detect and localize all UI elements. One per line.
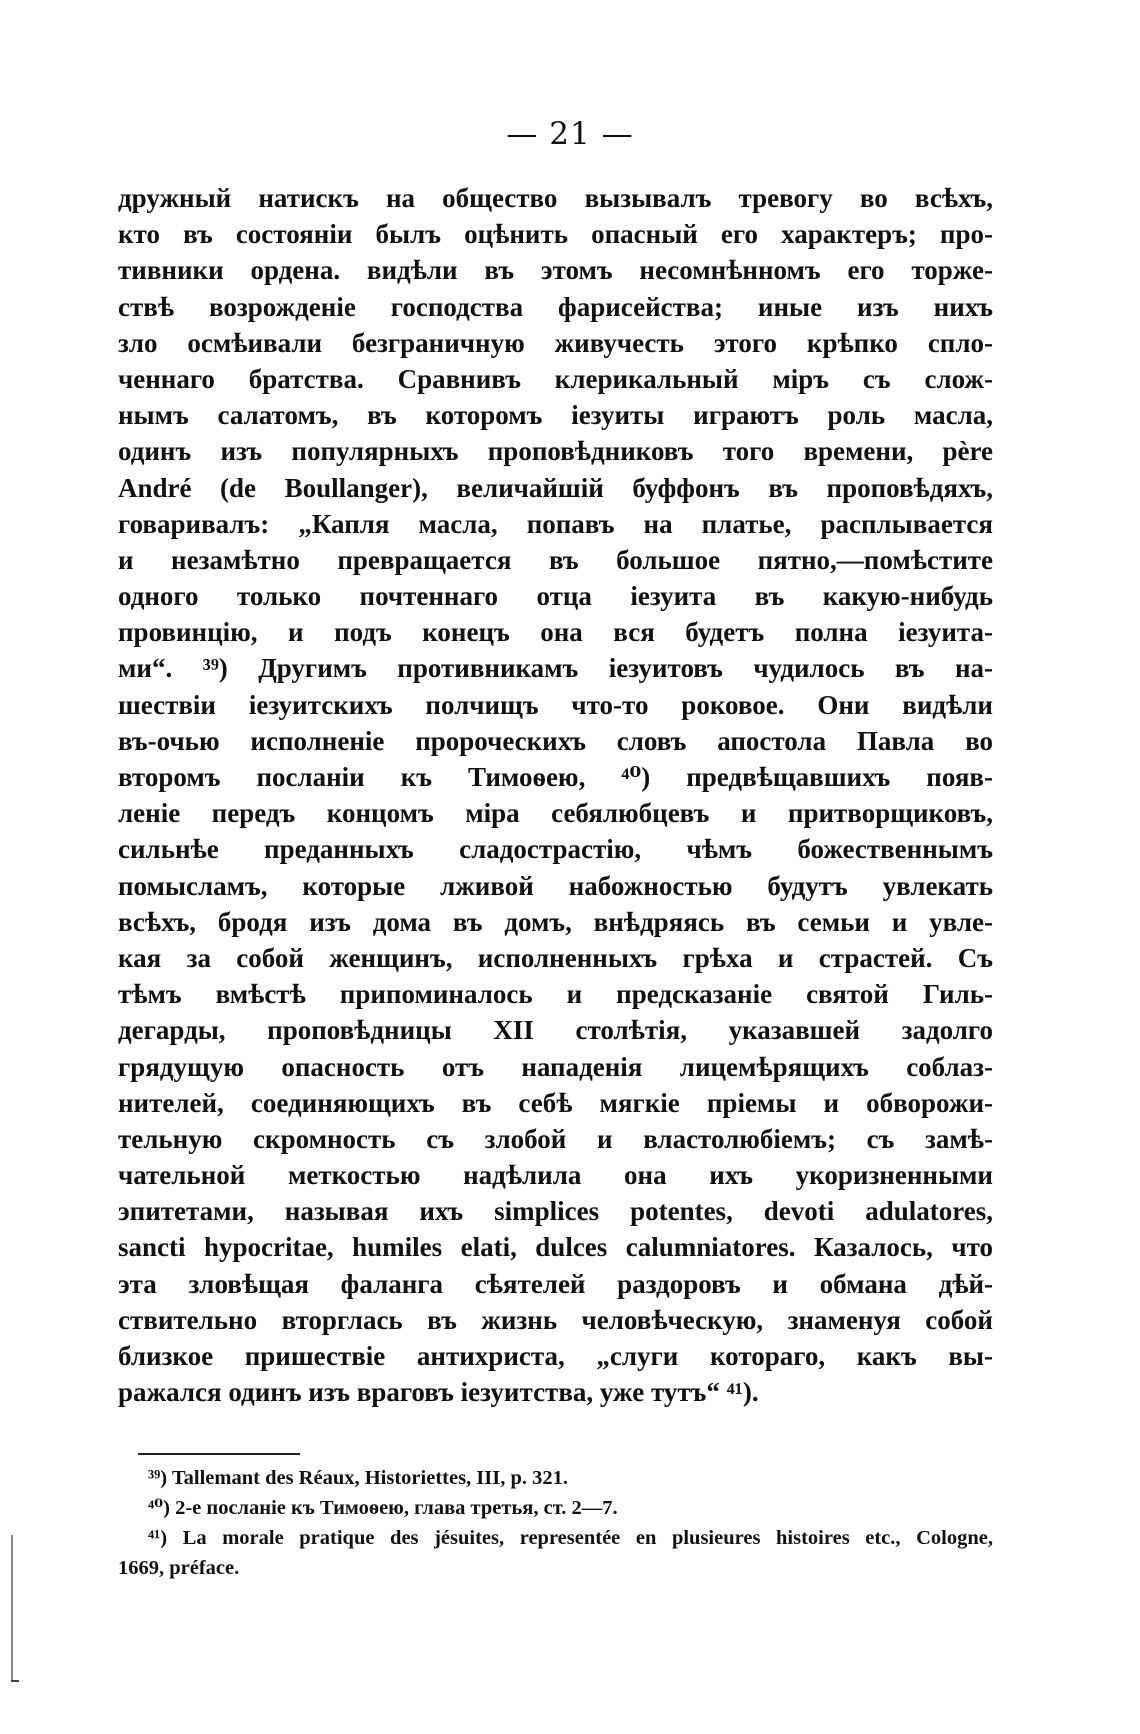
body-text xyxy=(118,180,993,1410)
text-line: грядущую опасность отъ нападенiя лицемѣрящихъ соблаз- xyxy=(118,1051,993,1082)
footnote-41-continuation: 1669, préface. xyxy=(118,1557,240,1579)
text-line: эпитетами, называя ихъ simplices potentes, devoti adulatores, xyxy=(118,1196,993,1227)
text-line: нымъ салатомъ, въ которомъ iезуиты играютъ роль масла, xyxy=(118,400,993,431)
footnote-41: ⁴¹) La morale pratique des jésuites, representée en plusieures histoires etc., Cologne, xyxy=(148,1527,993,1549)
text-line: одного только почтеннаго отца iезуита въ какую-нибудь xyxy=(118,581,993,612)
text-line: тѣмъ вмѣстѣ припоминалось и предсказанiе святой Гиль- xyxy=(118,979,993,1010)
text-line: нителей, соединяющихъ въ себѣ мягкiе прiемы и обворожи- xyxy=(118,1087,993,1118)
page-number: — 21 — xyxy=(506,116,634,152)
text-line: кая за собой женщинъ, исполненныхъ грѣха и страстей. Съ xyxy=(118,942,993,973)
text-line: сильнѣе преданныхъ сладострастiю, чѣмъ божественнымъ xyxy=(118,834,993,865)
text-line: въ-очью исполненiе пророческихъ словъ апостола Павла во xyxy=(118,725,993,756)
text-line: ствительно вторглась въ жизнь человѣческую, знаменуя собой xyxy=(118,1304,993,1335)
text-line: второмъ посланiи къ Тимоѳею, ⁴⁰) предвѣщавшихъ появ- xyxy=(118,762,993,792)
text-line: sancti hypocritae, humiles elati, dulces calumniatores. Казалось, что xyxy=(118,1232,993,1263)
page-edge-tick xyxy=(11,1680,19,1682)
text-line: шествiи iезуитскихъ полчищъ что-то роковое. Они видѣли xyxy=(118,689,993,720)
page-edge-mark xyxy=(11,1535,13,1681)
text-line: ленiе передъ концомъ мiра себялюбцевъ и притворщиковъ, xyxy=(118,798,993,829)
text-line: тельную скромность съ злобой и властолюбiемъ; съ замѣ- xyxy=(118,1123,993,1154)
text-line: дегарды, проповѣдницы XII столѣтiя, указавшей задолго xyxy=(118,1015,993,1046)
text-line: провинцiю, и подъ конецъ она вся будетъ полна iезуита- xyxy=(118,617,993,648)
text-line: кто въ состоянiи былъ оцѣнить опасный его характеръ; про- xyxy=(118,219,993,250)
text-line: помысламъ, которые лживой набожностью будутъ увлекать xyxy=(118,870,993,901)
text-line: одинъ изъ популярныхъ проповѣдниковъ того времени, père xyxy=(118,436,993,467)
text-line: говаривалъ: „Капля масла, попавъ на платье, расплывается xyxy=(118,508,993,539)
text-line: и незамѣтно превращается въ большое пятно,—помѣстите xyxy=(118,544,993,575)
text-line: ченнаго братства. Сравнивъ клерикальный мiръ съ слож- xyxy=(118,363,993,394)
text-line: ствѣ возрожденiе господства фарисейства; иные изъ нихъ xyxy=(118,291,993,322)
text-line: зло осмѣивали безграничную живучесть этого крѣпко спло- xyxy=(118,327,993,358)
text-line: близкое пришествiе антихриста, „слуги котораго, какъ вы- xyxy=(118,1341,993,1371)
text-line: тивники ордена. видѣли въ этомъ несомнѣнномъ его торже- xyxy=(118,255,993,286)
text-line: чательной меткостью надѣлила она ихъ укоризненными xyxy=(118,1160,993,1191)
footnote-40: ⁴⁰) 2-е посланiе къ Тимоѳею, глава третья, ст. 2—7. xyxy=(148,1497,618,1519)
text-line: дружный натискъ на общество вызывалъ тревогу во всѣхъ, xyxy=(118,183,993,213)
text-line: ми“. ³⁹) Другимъ противникамъ iезуитовъ чудилось въ на- xyxy=(118,653,993,684)
text-line: ражался одинъ изъ враговъ iезуитства, уже тутъ“ ⁴¹). xyxy=(118,1377,759,1408)
footnote-divider xyxy=(138,1453,300,1455)
footnote-39: ³⁹) Tallemant des Réaux, Historiettes, III, p. 321. xyxy=(148,1467,569,1489)
text-line: эта зловѣщая фаланга сѣятелей раздоровъ и обмана дѣй- xyxy=(118,1268,993,1299)
text-line: всѣхъ, бродя изъ дома въ домъ, внѣдряясь въ семьи и увле- xyxy=(118,906,993,937)
footnotes xyxy=(118,1463,993,1583)
text-line: André (de Boullanger), величайшiй буффонъ въ проповѣдяхъ, xyxy=(118,472,993,503)
